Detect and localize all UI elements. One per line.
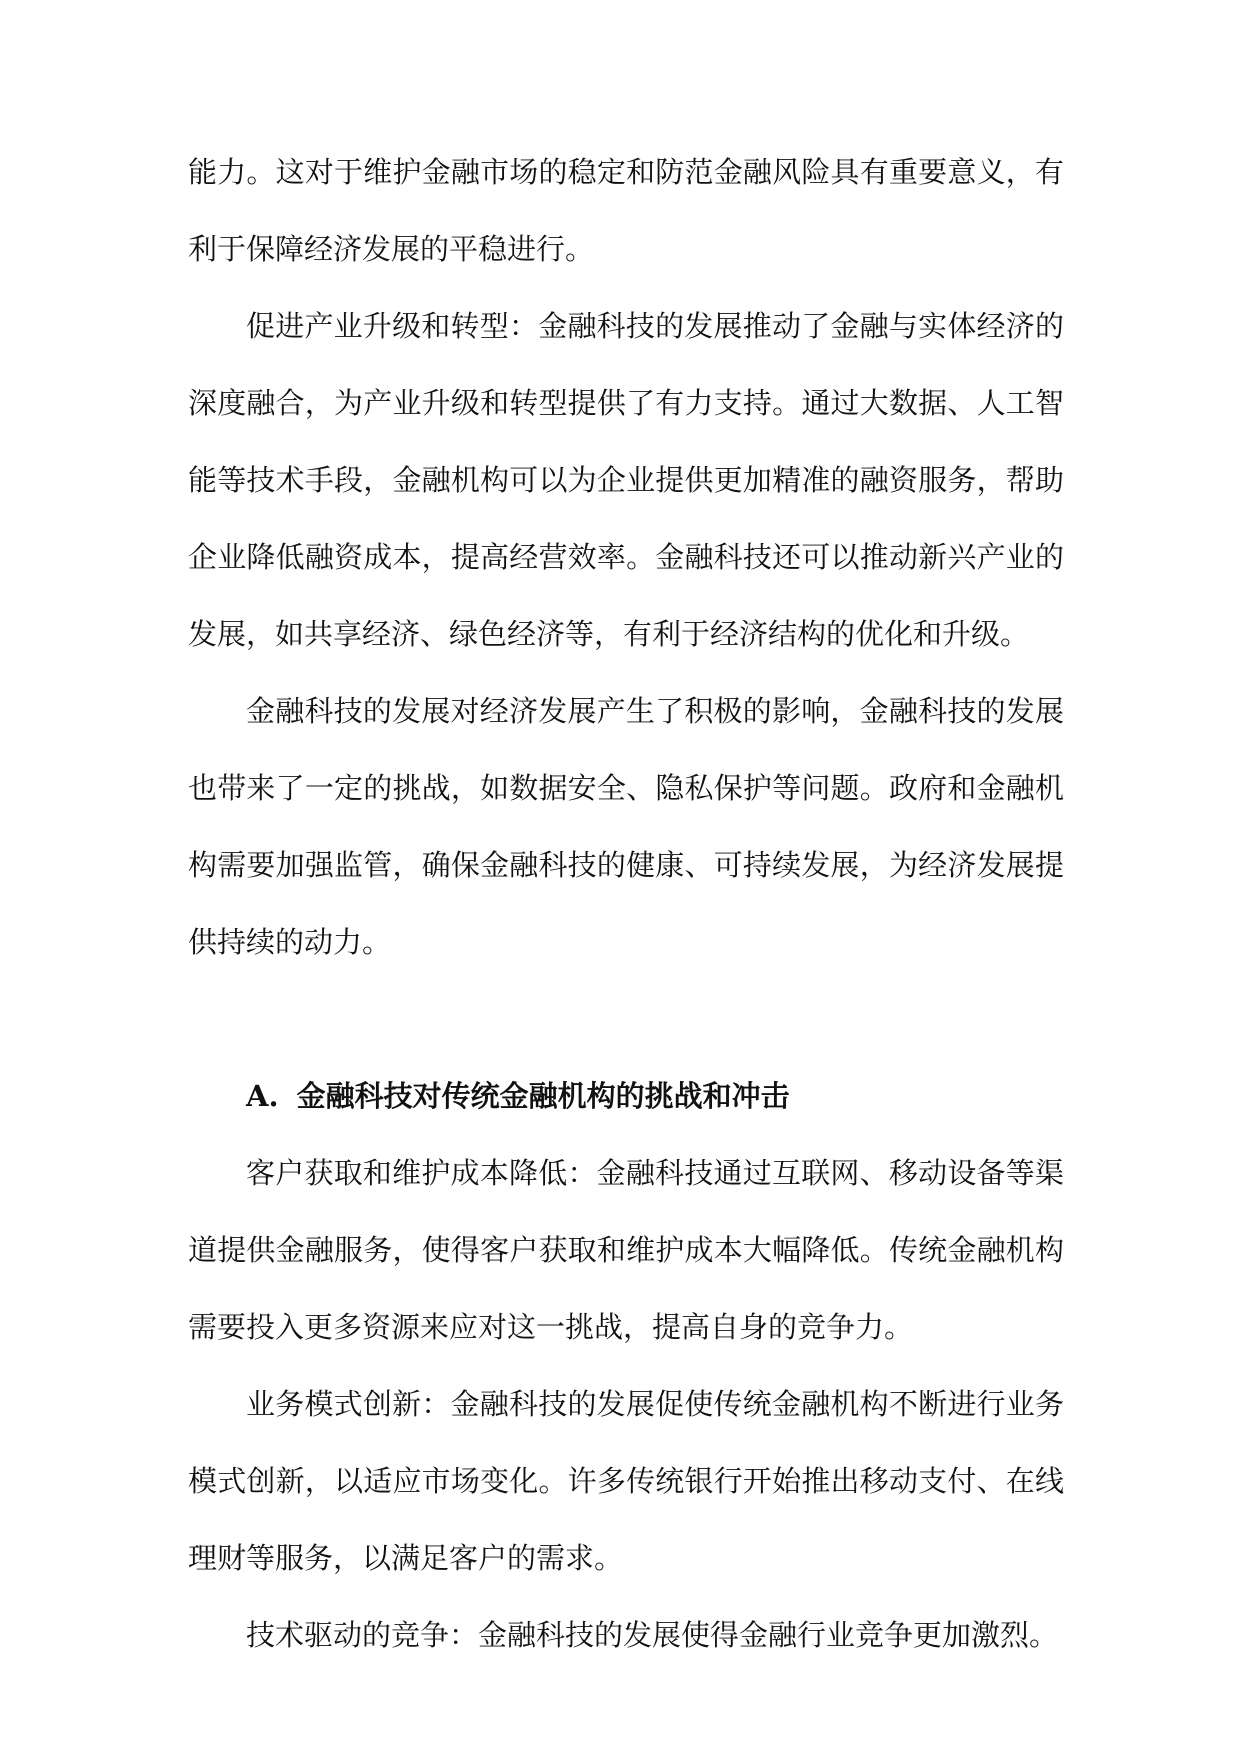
section-heading-text: 金融科技对传统金融机构的挑战和冲击 (296, 1079, 790, 1113)
paragraph-industrial-upgrade: 促进产业升级和转型：金融科技的发展推动了金融与实体经济的深度融合，为产业升级和转型提供了有力支持。通过大数据、人工智能等技术手段，金融机构可以为企业提供更加精准的融资服务，帮助企业降低融资成本，提高经营效率。金融科技还可以推动新兴产业的发展，如共享经济、绿色经济等，有利于经济结构的优化和升级。 (188, 309, 1064, 651)
section-heading-number: A. (246, 1079, 279, 1113)
paragraph-business-model: 业务模式创新：金融科技的发展促使传统金融机构不断进行业务模式创新，以适应市场变化。许多传统银行开始推出移动支付、在线理财等服务，以满足客户的需求。 (188, 1387, 1064, 1575)
section-heading (188, 1058, 1064, 1135)
paragraph-risk-stability: 能力。这对于维护金融市场的稳定和防范金融风险具有重要意义，有利于保障经济发展的平稳进行。 (188, 155, 1064, 266)
section-spacer (188, 981, 1064, 1058)
paragraph-customer-cost: 客户获取和维护成本降低：金融科技通过互联网、移动设备等渠道提供金融服务，使得客户获取和维护成本大幅降低。传统金融机构需要投入更多资源来应对这一挑战，提高自身的竞争力。 (188, 1156, 1064, 1344)
paragraph-fintech-impact-summary: 金融科技的发展对经济发展产生了积极的影响，金融科技的发展也带来了一定的挑战，如数据安全、隐私保护等问题。政府和金融机构需要加强监管，确保金融科技的健康、可持续发展，为经济发展提供持续的动力。 (188, 694, 1064, 959)
paragraph-tech-competition: 技术驱动的竞争：金融科技的发展使得金融行业竞争更加激烈。 (246, 1618, 1059, 1652)
document-body (188, 134, 1064, 1674)
